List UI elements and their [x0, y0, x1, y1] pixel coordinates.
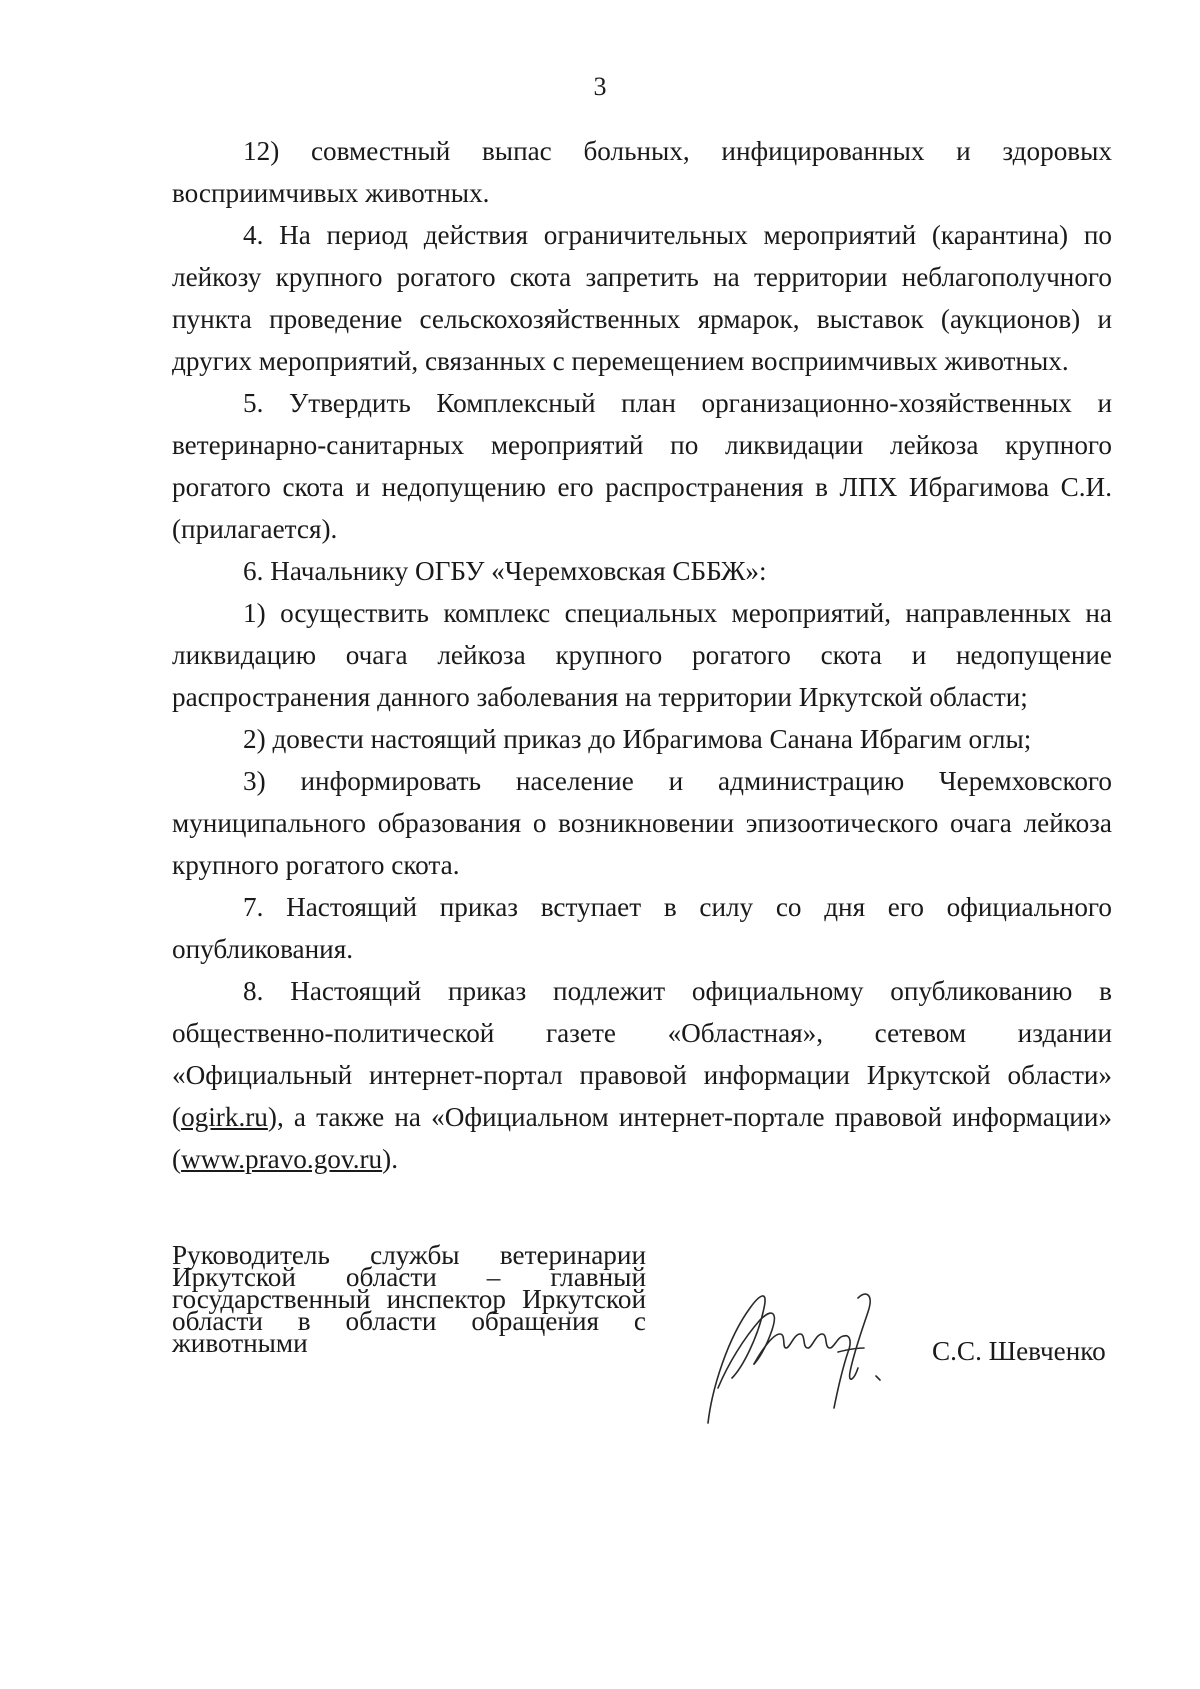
page-number: 3 — [593, 72, 607, 101]
section-6-item-1: 1) осуществить комплекс специальных мероприятий, направленных на ликвидацию очага лейкоза крупного рогатого скота и недопущение распространения данного заболевания на территории Иркутской области; — [172, 598, 1112, 712]
section-4-paragraph: 4. На период действия ограничительных мероприятий (карантина) по лейкозу крупного рогатого скота запретить на территории неблагополучного пункта проведение сельскохозяйственных ярмарок, выставок (аукционов) и других мероприятий, связанных с перемещением восприимчивых животных. — [172, 220, 1112, 376]
handwritten-signature — [688, 1268, 908, 1428]
item-12-paragraph: 12) совместный выпас больных, инфицированных и здоровых восприимчивых животных. — [172, 136, 1112, 208]
section-8-paragraph — [172, 970, 1112, 1180]
section-5-paragraph: 5. Утвердить Комплексный план организационно-хозяйственных и ветеринарно-санитарных мероприятий по ликвидации лейкоза крупного рогатого скота и недопущению его распространения в ЛПХ Ибрагимова С.И. (прилагается). — [172, 388, 1112, 544]
section-6-item-2: 2) довести настоящий приказ до Ибрагимова Санана Ибрагим оглы; — [243, 724, 1032, 754]
signer-name: С.С. Шевченко — [932, 1336, 1106, 1366]
section-7-paragraph: 7. Настоящий приказ вступает в силу со дня его официального опубликования. — [172, 892, 1112, 964]
signer-position-title: Руководитель службы ветеринарии Иркутской области – главный государственный инспектор Иркутской области в области обращения с животными — [172, 1240, 646, 1358]
section-8-text-end: ). — [382, 1144, 399, 1174]
section-6-heading: 6. Начальнику ОГБУ «Черемховская СББЖ»: — [243, 556, 767, 586]
section-6-item-3: 3) информировать население и администрацию Черемховского муниципального образования о возникновении эпизоотического очага лейкоза крупного рогатого скота. — [172, 766, 1112, 880]
pravo-gov-link[interactable]: www.pravo.gov.ru — [181, 1144, 383, 1174]
document-body — [172, 130, 1112, 1180]
section-8-text-middle: ), а также на «Официальном интернет-портале правовой информации» ( — [172, 1102, 1112, 1174]
section-8-text-start: 8. Настоящий приказ подлежит официальному опубликованию в общественно-политической газете «Областная», сетевом издании «Официальный интернет-портал правовой информации Иркутской области» ( — [172, 976, 1112, 1132]
ogirk-link[interactable]: ogirk.ru — [181, 1102, 268, 1132]
